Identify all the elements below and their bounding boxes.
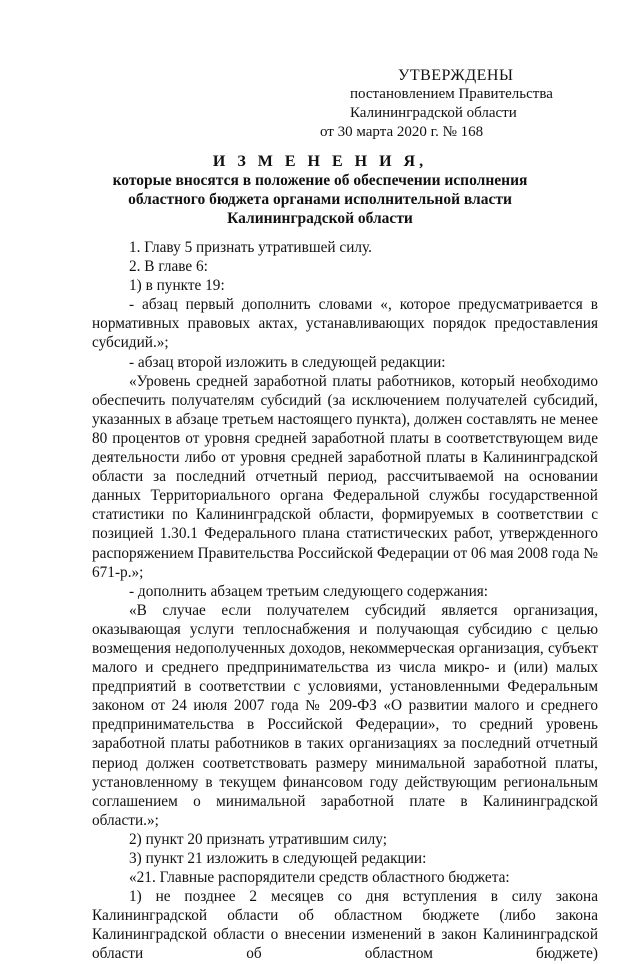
document-subtitle-line: которые вносятся в положение об обеспечении исполнения — [112, 172, 528, 189]
paragraph: «21. Главные распорядители средств областного бюджета: — [129, 869, 510, 887]
document-subtitle-line: областного бюджета органами исполнительной власти — [128, 191, 512, 208]
document-body — [92, 238, 598, 964]
document-title: И З М Е Н Е Н И Я, — [212, 153, 428, 170]
approval-title: УТВЕРЖДЕНЫ — [398, 67, 514, 84]
approval-line-region: Калининградской области — [350, 105, 517, 121]
paragraph: - дополнить абзацем третьим следующего содержания: — [129, 582, 489, 600]
paragraph: «В случае если получателем субсидий является организация, оказывающая услуги теплоснабжения и получающая субсидию с целью возмещения недополученных доходов, некоммерческая организация, субъект малого и среднего предпринимательства из числа микро- и (или) малых предприятий в соответствии с условиями, установленными Федеральным законом от 24 июля 2007 года № 209-ФЗ «О развитии малого и среднего предпринимательства в Российской Федерации», то средний уровень заработной платы работников в таких организациях за последний отчетный период должен соответствовать размеру минимальной заработной платы, установленному в текущем финансовом году действующим региональным соглашением о минимальной заработной плате в Калининградской области.»; — [92, 601, 598, 829]
approval-line-date: от 30 марта 2020 г. № 168 — [320, 124, 484, 140]
paragraph: 1) не позднее 2 месяцев со дня вступления в силу закона Калининградской области об областном бюджете (либо закона Калининградской области о внесении изменений в закон Калининградской области об областном бюджете) — [92, 888, 598, 963]
paragraph: 1. Главу 5 признать утратившей силу. — [129, 239, 372, 256]
paragraph: 1) в пункте 19: — [129, 277, 225, 295]
document-subtitle-line: Калининградской области — [227, 210, 413, 227]
paragraph: 3) пункт 21 изложить в следующей редакции: — [129, 850, 427, 867]
paragraph: - абзац первый дополнить словами «, которое предусматривается в нормативных правовых актах, устанавливающих порядок предоставления субсидий.»; — [92, 296, 598, 352]
paragraph: 2. В главе 6: — [129, 258, 208, 276]
paragraph: «Уровень средней заработной платы работников, который необходимо обеспечить получателям субсидий (за исключением получателей субсидий, указанных в абзаце третьем настоящего пункта), должен составлять не менее 80 процентов от уровня средней заработной платы в соответствующем виде деятельности либо от уровня средней заработной платы в Калининградской области за последний отчетный период, рассчитываемой на основании данных Территориального органа Федеральной службы государственной статистики по Калининградской области, формируемых в соответствии с позицией 1.30.1 Федерального плана статистических работ, утвержденного распоряжением Правительства Российской Федерации от 06 мая 2008 года № 671-р.»; — [92, 372, 598, 581]
document-heading — [92, 152, 548, 228]
paragraph: - абзац второй изложить в следующей редакции: — [129, 353, 446, 371]
approval-line-resolution: постановлением Правительства — [350, 86, 553, 102]
approval-stamp — [320, 66, 560, 142]
paragraph: 2) пункт 20 признать утратившим силу; — [129, 830, 388, 848]
